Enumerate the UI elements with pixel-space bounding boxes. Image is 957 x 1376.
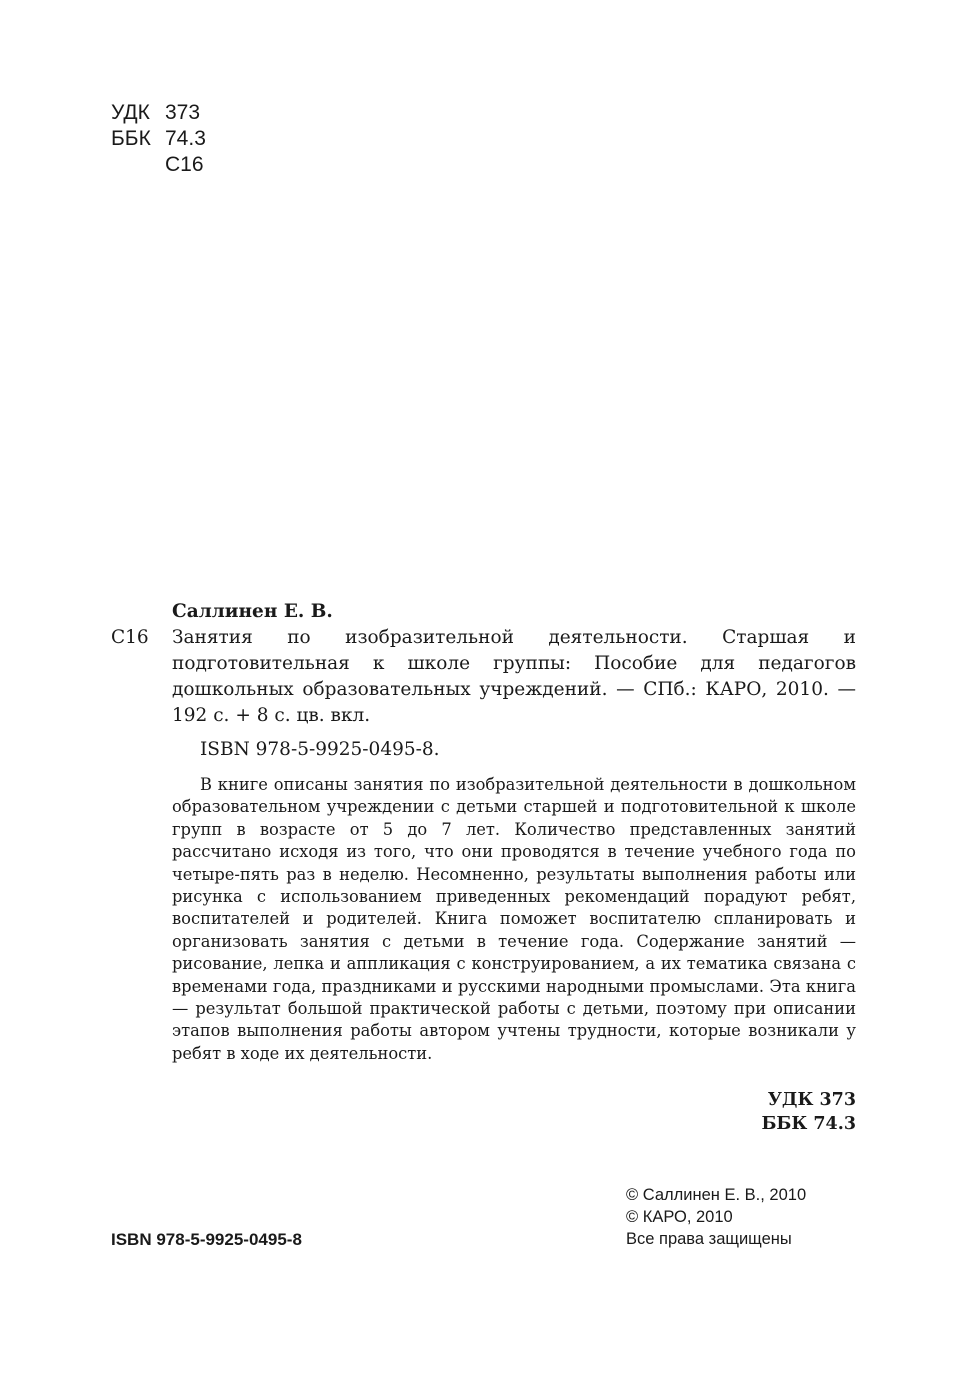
copyright-block <box>626 1184 806 1250</box>
udk-value: 373 <box>165 101 201 124</box>
copyright-author: © Саллинен Е. В., 2010 <box>626 1186 807 1204</box>
classification-block-top <box>111 100 206 178</box>
rights-reserved: Все права защищены <box>626 1230 792 1248</box>
bibliographic-isbn: ISBN 978-5-9925-0495-8. <box>200 739 440 760</box>
bbk-label: ББК <box>111 127 151 150</box>
isbn-bottom: ISBN 978-5-9925-0495-8 <box>111 1230 302 1249</box>
udk-row <box>111 100 206 126</box>
bbk-row <box>111 126 206 152</box>
bbk-value: 74.3 <box>165 127 206 150</box>
bibliographic-description: Занятия по изобразительной деятельности. Старшая и подготовительная к школе группы: Пособие для педагогов дошкольных образовательных учреждений. — СПб.: КАРО, 2010. — 192 с. + 8 с. цв. вкл. <box>172 627 856 726</box>
bbk-bottom: ББК 74.3 <box>761 1114 856 1134</box>
udk-bottom: УДК 373 <box>767 1090 856 1110</box>
author-name: Саллинен Е. В. <box>172 601 333 622</box>
annotation-text: В книге описаны занятия по изобразительной деятельности в дошкольном образовательном учреждении с детьми старшей и подготовительной к школе групп в возрасте от 5 до 7 лет. Количество представленных занятий рассчитано исходя из того, что они проводятся в течение учебного года по четыре-пять раз в неделю. Несомненно, результаты выполнения работы или рисунка с использованием приведенных рекомендаций порадуют ребят, воспитателей и родителей. Книга поможет воспитателю спланировать и организовать занятия с детьми в течение года. Содержание занятий — рисование, лепка и аппликация с конструированием, а их тематика связана с временами года, праздниками и русскими народными промыслами. Эта книга — результат большой практической работы с детьми, поэтому при описании этапов выполнения работы автором учтены трудности, которые возникали у ребят в ходе их деятельности. <box>172 775 856 1063</box>
cutter-mark: С16 <box>111 627 149 648</box>
udk-label: УДК <box>111 101 150 124</box>
author-mark: С16 <box>165 153 204 176</box>
copyright-publisher: © КАРО, 2010 <box>626 1208 733 1226</box>
author-mark-row <box>111 152 206 178</box>
classification-block-bottom <box>761 1088 856 1136</box>
